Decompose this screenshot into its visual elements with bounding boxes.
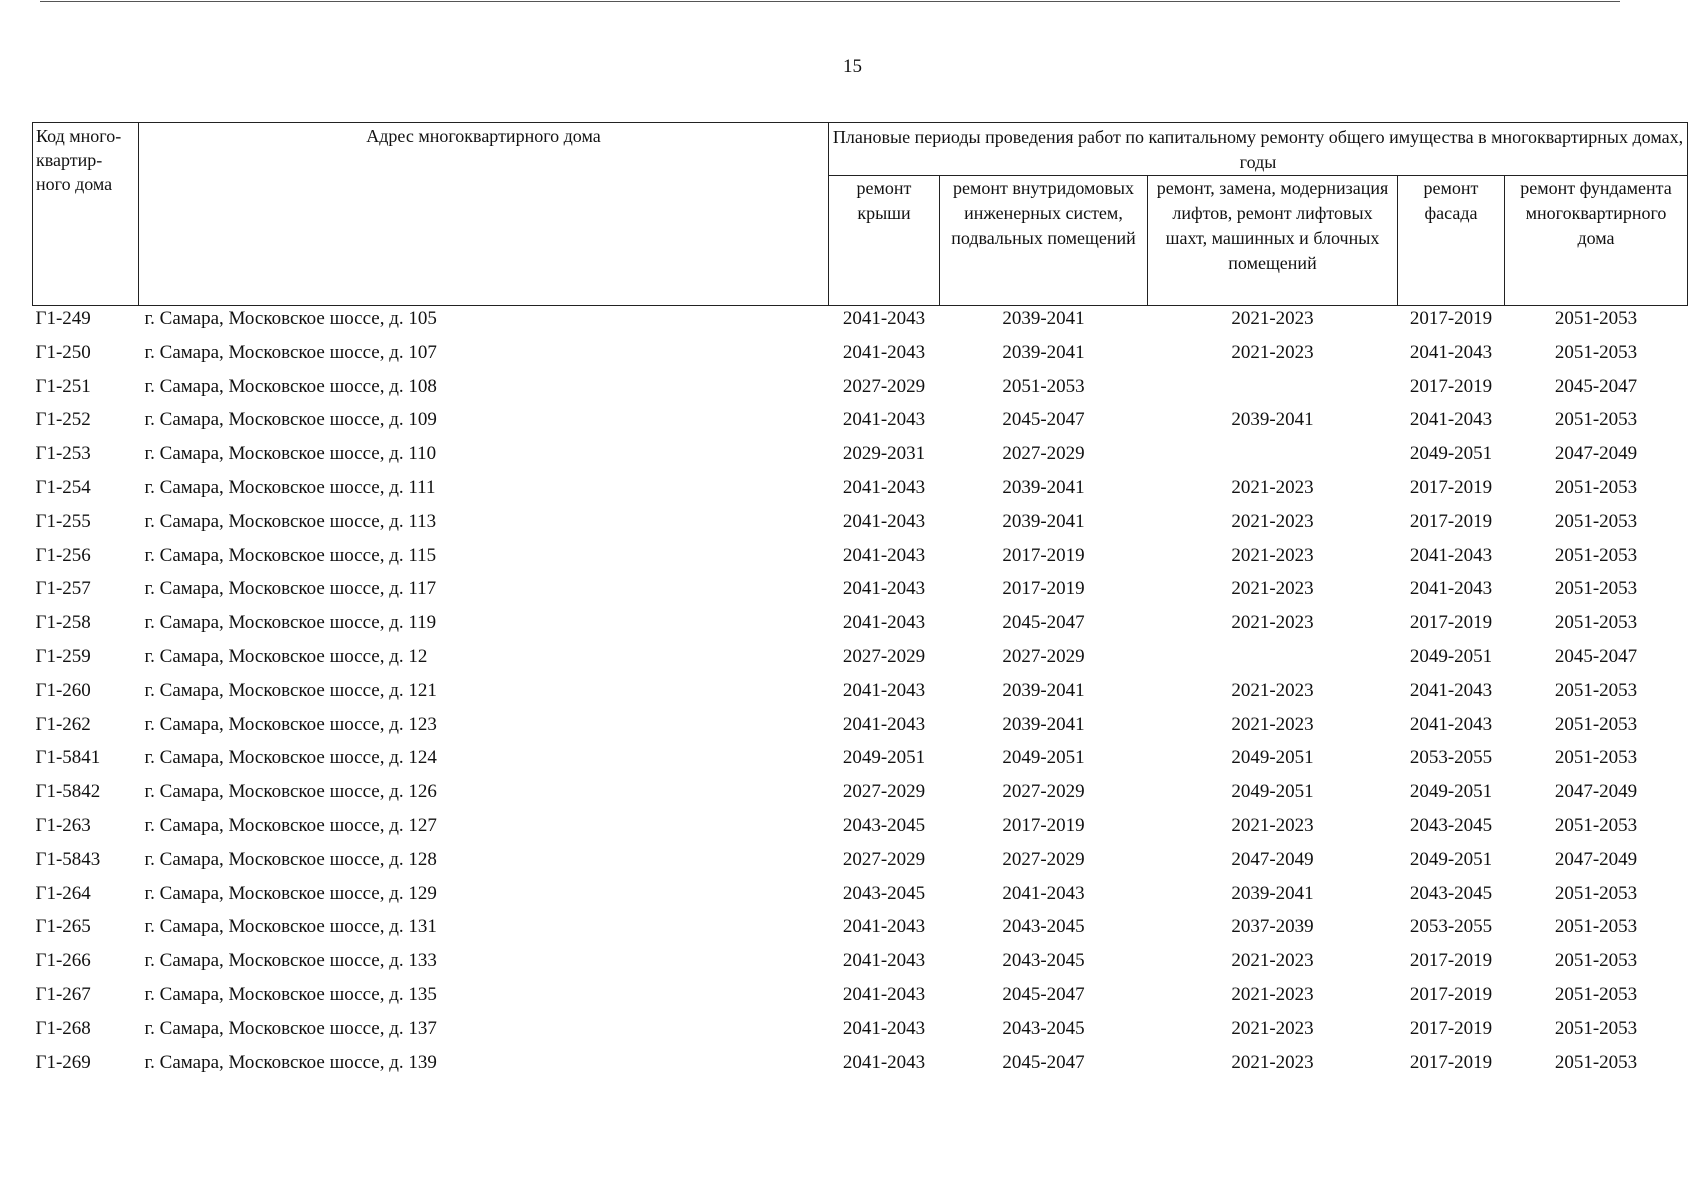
cell-address: г. Самара, Московское шоссе, д. 123 [144, 713, 437, 735]
table-row [33, 477, 1688, 511]
cell-foundation: 2051-2053 [1554, 1051, 1638, 1073]
cell-facade: 2017-2019 [1409, 983, 1493, 1005]
cell-roof: 2041-2043 [842, 950, 926, 972]
cell-code: Г1-269 [35, 1051, 91, 1073]
cell-foundation: 2045-2047 [1554, 645, 1638, 667]
header-code: Код много-квартир-ного дома [33, 123, 139, 306]
header-foundation: ремонт фундамента многоквартирного дома [1505, 176, 1688, 306]
cell-foundation: 2051-2053 [1554, 612, 1638, 634]
cell-code: Г1-253 [35, 443, 91, 465]
table-row [33, 376, 1688, 410]
table-row [33, 342, 1688, 376]
cell-roof: 2041-2043 [842, 544, 926, 566]
top-rule [40, 1, 1620, 2]
table-row [33, 680, 1688, 714]
cell-address: г. Самара, Московское шоссе, д. 126 [144, 781, 437, 803]
cell-foundation: 2051-2053 [1554, 950, 1638, 972]
cell-elevators: 2021-2023 [1231, 612, 1314, 634]
cell-roof: 2041-2043 [842, 578, 926, 600]
cell-foundation: 2051-2053 [1554, 747, 1638, 769]
cell-address: г. Самара, Московское шоссе, д. 119 [144, 612, 437, 634]
repair-schedule-table-wrapper [32, 122, 1687, 1085]
cell-elevators: 2047-2049 [1231, 848, 1314, 870]
cell-foundation: 2051-2053 [1554, 409, 1638, 431]
cell-engineering: 2017-2019 [1002, 814, 1085, 836]
cell-roof: 2043-2045 [842, 814, 926, 836]
cell-roof: 2041-2043 [842, 679, 926, 701]
cell-facade: 2041-2043 [1409, 713, 1493, 735]
cell-foundation: 2051-2053 [1554, 882, 1638, 904]
cell-roof: 2049-2051 [842, 747, 926, 769]
table-row [33, 306, 1688, 342]
cell-address: г. Самара, Московское шоссе, д. 109 [144, 409, 437, 431]
table-row [33, 1018, 1688, 1052]
cell-code: Г1-249 [35, 308, 91, 329]
cell-roof: 2041-2043 [842, 713, 926, 735]
cell-elevators: 2021-2023 [1231, 814, 1314, 836]
cell-facade: 2041-2043 [1409, 341, 1493, 363]
cell-code: Г1-259 [35, 645, 91, 667]
cell-facade: 2017-2019 [1409, 510, 1493, 532]
cell-code: Г1-5842 [35, 781, 101, 803]
cell-elevators: 2021-2023 [1231, 1051, 1314, 1073]
cell-address: г. Самара, Московское шоссе, д. 129 [144, 882, 437, 904]
cell-engineering: 2027-2029 [1002, 443, 1085, 465]
table-header [33, 123, 1688, 306]
repair-schedule-table [32, 122, 1688, 1085]
cell-engineering: 2043-2045 [1002, 950, 1085, 972]
cell-foundation: 2051-2053 [1554, 679, 1638, 701]
cell-address: г. Самара, Московское шоссе, д. 113 [144, 510, 437, 532]
cell-foundation: 2047-2049 [1554, 848, 1638, 870]
cell-address: г. Самара, Московское шоссе, д. 117 [144, 578, 437, 600]
cell-elevators: 2049-2051 [1231, 747, 1314, 769]
cell-address: г. Самара, Московское шоссе, д. 127 [144, 814, 437, 836]
cell-code: Г1-5841 [35, 747, 101, 769]
cell-foundation: 2051-2053 [1554, 578, 1638, 600]
cell-code: Г1-268 [35, 1017, 91, 1039]
cell-roof: 2041-2043 [842, 612, 926, 634]
cell-facade: 2017-2019 [1409, 1017, 1493, 1039]
cell-roof: 2027-2029 [842, 848, 926, 870]
cell-engineering: 2045-2047 [1002, 1051, 1085, 1073]
cell-roof: 2027-2029 [842, 645, 926, 667]
cell-engineering: 2039-2041 [1002, 679, 1085, 701]
header-group: Плановые периоды проведения работ по капитальному ремонту общего имущества в многоквартирных домах, годы [829, 123, 1688, 176]
cell-roof: 2041-2043 [842, 510, 926, 532]
cell-elevators: 2021-2023 [1231, 578, 1314, 600]
cell-foundation: 2051-2053 [1554, 341, 1638, 363]
cell-roof: 2041-2043 [842, 983, 926, 1005]
table-row [33, 916, 1688, 950]
page-number: 15 [843, 56, 862, 77]
cell-roof: 2041-2043 [842, 476, 926, 498]
cell-elevators: 2039-2041 [1231, 882, 1314, 904]
cell-roof: 2041-2043 [842, 1017, 926, 1039]
table-row [33, 409, 1688, 443]
cell-engineering: 2051-2053 [1002, 375, 1085, 397]
table-row [33, 883, 1688, 917]
cell-code: Г1-267 [35, 983, 91, 1005]
cell-facade: 2017-2019 [1409, 476, 1493, 498]
cell-engineering: 2045-2047 [1002, 983, 1085, 1005]
table-row [33, 511, 1688, 545]
cell-engineering: 2027-2029 [1002, 848, 1085, 870]
cell-facade: 2043-2045 [1409, 882, 1493, 904]
table-body [33, 306, 1688, 1086]
cell-facade: 2017-2019 [1409, 308, 1493, 329]
cell-facade: 2049-2051 [1409, 781, 1493, 803]
cell-foundation: 2045-2047 [1554, 375, 1638, 397]
cell-elevators: 2021-2023 [1231, 341, 1314, 363]
cell-roof: 2027-2029 [842, 375, 926, 397]
cell-engineering: 2045-2047 [1002, 409, 1085, 431]
cell-facade: 2017-2019 [1409, 950, 1493, 972]
cell-engineering: 2027-2029 [1002, 645, 1085, 667]
cell-engineering: 2041-2043 [1002, 882, 1085, 904]
cell-address: г. Самара, Московское шоссе, д. 115 [144, 544, 437, 566]
cell-elevators: 2037-2039 [1231, 916, 1314, 938]
cell-engineering: 2017-2019 [1002, 578, 1085, 600]
table-row [33, 714, 1688, 748]
cell-elevators [1148, 443, 1398, 477]
cell-code: Г1-263 [35, 814, 91, 836]
cell-roof: 2027-2029 [842, 781, 926, 803]
cell-facade: 2049-2051 [1409, 645, 1493, 667]
cell-elevators: 2021-2023 [1231, 679, 1314, 701]
cell-code: Г1-260 [35, 679, 91, 701]
cell-facade: 2043-2045 [1409, 814, 1493, 836]
table-row [33, 646, 1688, 680]
cell-address: г. Самара, Московское шоссе, д. 137 [144, 1017, 437, 1039]
cell-roof: 2029-2031 [842, 443, 926, 465]
cell-foundation: 2051-2053 [1554, 916, 1638, 938]
cell-facade: 2049-2051 [1409, 848, 1493, 870]
cell-address: г. Самара, Московское шоссе, д. 133 [144, 950, 437, 972]
cell-facade: 2049-2051 [1409, 443, 1493, 465]
cell-engineering: 2043-2045 [1002, 1017, 1085, 1039]
table-row [33, 578, 1688, 612]
cell-facade: 2017-2019 [1409, 612, 1493, 634]
cell-code: Г1-257 [35, 578, 91, 600]
cell-foundation: 2051-2053 [1554, 476, 1638, 498]
cell-address: г. Самара, Московское шоссе, д. 12 [144, 645, 428, 667]
cell-facade: 2053-2055 [1409, 916, 1493, 938]
cell-address: г. Самара, Московское шоссе, д. 105 [144, 308, 437, 329]
cell-engineering: 2039-2041 [1002, 510, 1085, 532]
cell-address: г. Самара, Московское шоссе, д. 131 [144, 916, 437, 938]
cell-elevators [1148, 646, 1398, 680]
cell-engineering: 2039-2041 [1002, 476, 1085, 498]
cell-address: г. Самара, Московское шоссе, д. 135 [144, 983, 437, 1005]
table-row [33, 747, 1688, 781]
cell-elevators: 2021-2023 [1231, 1017, 1314, 1039]
cell-roof: 2043-2045 [842, 882, 926, 904]
table-row [33, 950, 1688, 984]
cell-address: г. Самара, Московское шоссе, д. 121 [144, 679, 437, 701]
cell-elevators: 2049-2051 [1231, 781, 1314, 803]
header-roof: ремонт крыши [829, 176, 940, 306]
cell-elevators: 2021-2023 [1231, 308, 1314, 329]
cell-elevators [1148, 376, 1398, 410]
header-address: Адрес многоквартирного дома [139, 123, 829, 306]
cell-code: Г1-256 [35, 544, 91, 566]
cell-address: г. Самара, Московское шоссе, д. 107 [144, 341, 437, 363]
cell-engineering: 2039-2041 [1002, 341, 1085, 363]
header-elevators: ремонт, замена, модернизация лифтов, ремонт лифтовых шахт, машинных и блочных помещений [1148, 176, 1398, 306]
cell-address: г. Самара, Московское шоссе, д. 128 [144, 848, 437, 870]
cell-facade: 2041-2043 [1409, 578, 1493, 600]
cell-engineering: 2039-2041 [1002, 308, 1085, 329]
cell-roof: 2041-2043 [842, 916, 926, 938]
cell-code: Г1-266 [35, 950, 91, 972]
cell-foundation: 2051-2053 [1554, 510, 1638, 532]
cell-engineering: 2017-2019 [1002, 544, 1085, 566]
cell-elevators: 2021-2023 [1231, 476, 1314, 498]
cell-foundation: 2047-2049 [1554, 443, 1638, 465]
cell-code: Г1-252 [35, 409, 91, 431]
cell-engineering: 2045-2047 [1002, 612, 1085, 634]
cell-code: Г1-5843 [35, 848, 101, 870]
cell-foundation: 2051-2053 [1554, 814, 1638, 836]
table-row [33, 612, 1688, 646]
cell-roof: 2041-2043 [842, 341, 926, 363]
cell-elevators: 2039-2041 [1231, 409, 1314, 431]
table-row [33, 1052, 1688, 1086]
cell-foundation: 2047-2049 [1554, 781, 1638, 803]
cell-address: г. Самара, Московское шоссе, д. 108 [144, 375, 437, 397]
cell-engineering: 2039-2041 [1002, 713, 1085, 735]
cell-address: г. Самара, Московское шоссе, д. 111 [144, 476, 436, 498]
cell-roof: 2041-2043 [842, 308, 926, 329]
table-row [33, 545, 1688, 579]
cell-code: Г1-254 [35, 476, 91, 498]
header-facade: ремонт фасада [1398, 176, 1505, 306]
cell-facade: 2041-2043 [1409, 409, 1493, 431]
cell-facade: 2053-2055 [1409, 747, 1493, 769]
cell-code: Г1-264 [35, 882, 91, 904]
cell-code: Г1-255 [35, 510, 91, 532]
header-engineering: ремонт внутридомовых инженерных систем, подвальных помещений [940, 176, 1148, 306]
cell-engineering: 2043-2045 [1002, 916, 1085, 938]
cell-roof: 2041-2043 [842, 409, 926, 431]
cell-address: г. Самара, Московское шоссе, д. 110 [144, 443, 437, 465]
cell-foundation: 2051-2053 [1554, 308, 1638, 329]
table-row [33, 849, 1688, 883]
cell-foundation: 2051-2053 [1554, 713, 1638, 735]
cell-address: г. Самара, Московское шоссе, д. 139 [144, 1051, 437, 1073]
table-row [33, 781, 1688, 815]
cell-facade: 2017-2019 [1409, 375, 1493, 397]
cell-address: г. Самара, Московское шоссе, д. 124 [144, 747, 437, 769]
cell-elevators: 2021-2023 [1231, 950, 1314, 972]
cell-roof: 2041-2043 [842, 1051, 926, 1073]
cell-elevators: 2021-2023 [1231, 510, 1314, 532]
cell-facade: 2017-2019 [1409, 1051, 1493, 1073]
table-row [33, 815, 1688, 849]
cell-elevators: 2021-2023 [1231, 983, 1314, 1005]
cell-code: Г1-262 [35, 713, 91, 735]
cell-elevators: 2021-2023 [1231, 713, 1314, 735]
cell-facade: 2041-2043 [1409, 679, 1493, 701]
cell-code: Г1-265 [35, 916, 91, 938]
cell-engineering: 2027-2029 [1002, 781, 1085, 803]
cell-foundation: 2051-2053 [1554, 983, 1638, 1005]
cell-foundation: 2051-2053 [1554, 1017, 1638, 1039]
cell-code: Г1-258 [35, 612, 91, 634]
cell-code: Г1-250 [35, 341, 91, 363]
cell-foundation: 2051-2053 [1554, 544, 1638, 566]
cell-code: Г1-251 [35, 375, 91, 397]
table-row [33, 443, 1688, 477]
cell-facade: 2041-2043 [1409, 544, 1493, 566]
cell-engineering: 2049-2051 [1002, 747, 1085, 769]
cell-elevators: 2021-2023 [1231, 544, 1314, 566]
table-row [33, 984, 1688, 1018]
